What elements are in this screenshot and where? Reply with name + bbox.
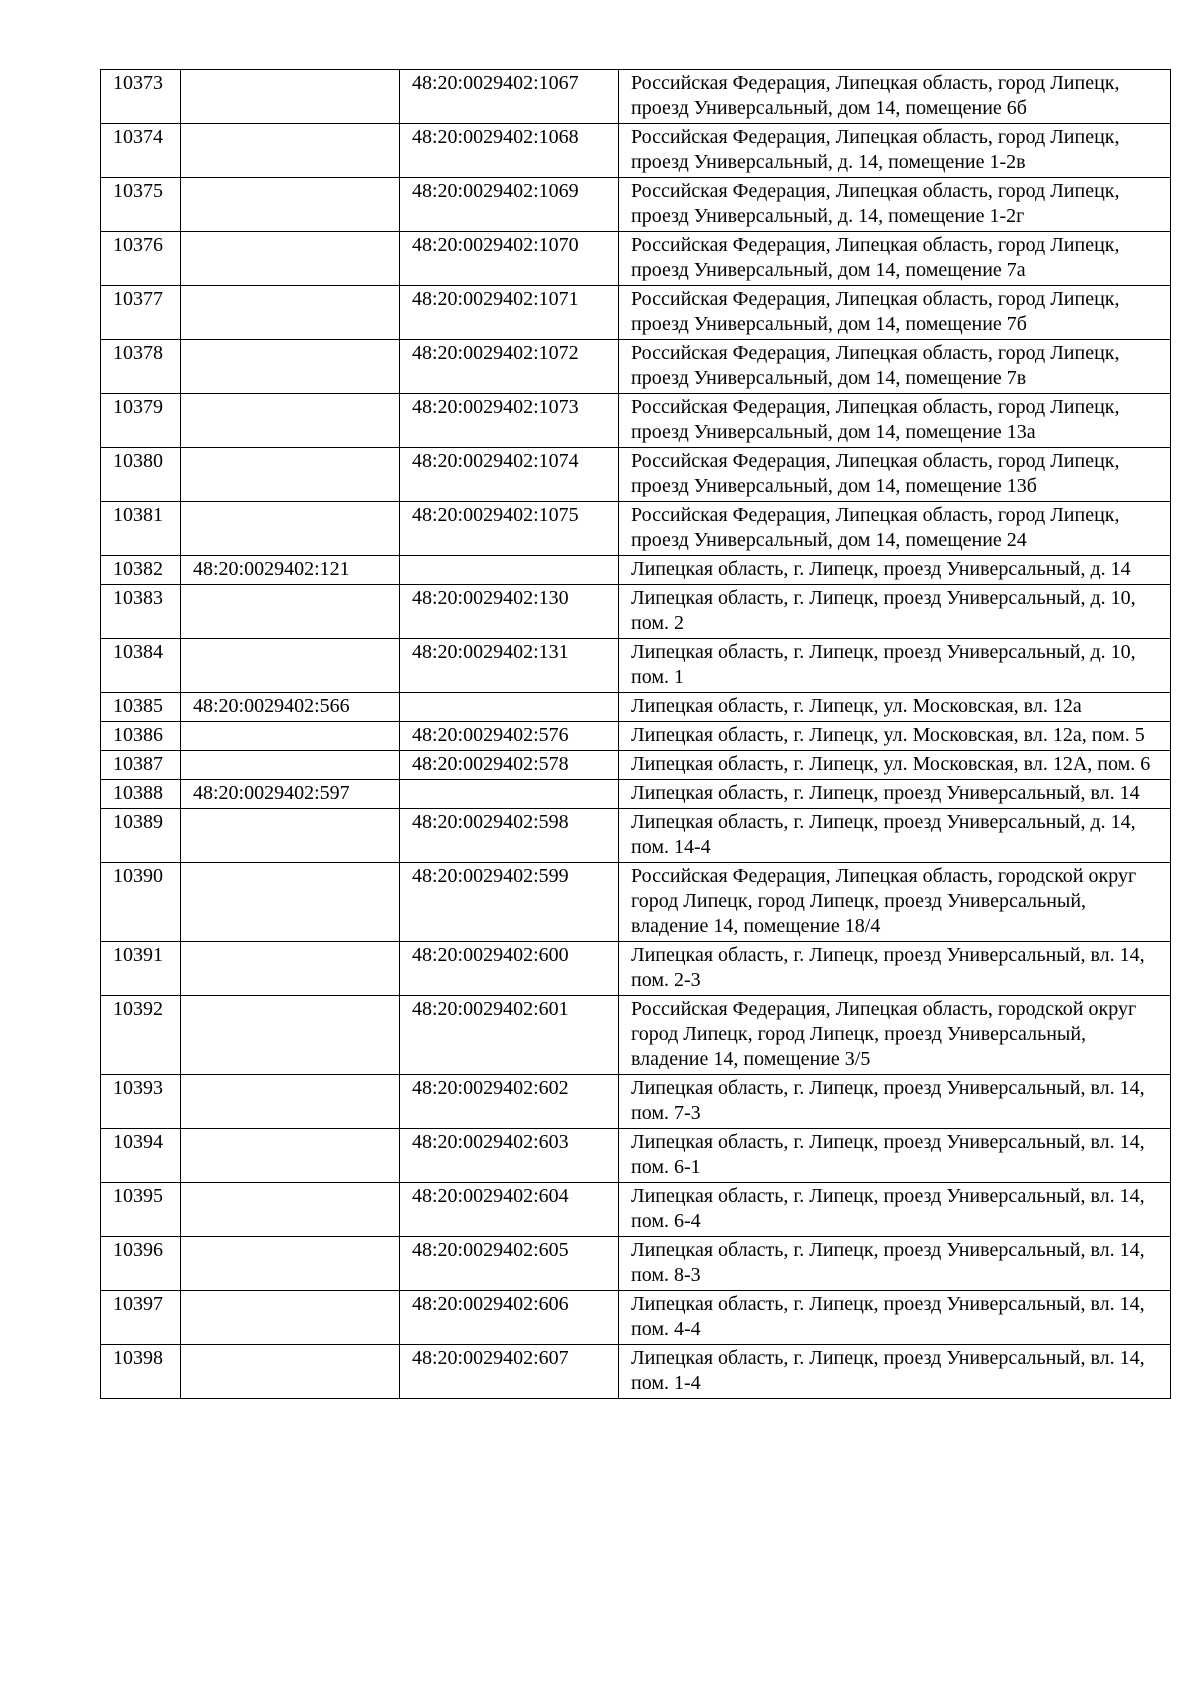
object-number-cell: 48:20:0029402:578	[400, 751, 619, 780]
row-number-cell: 10378	[101, 340, 181, 394]
parcel-number-cell: 48:20:0029402:121	[181, 556, 400, 585]
row-number-cell: 10383	[101, 585, 181, 639]
object-number-cell: 48:20:0029402:599	[400, 863, 619, 942]
parcel-number-cell	[181, 1291, 400, 1345]
table-row	[101, 780, 1171, 809]
parcel-number-cell	[181, 178, 400, 232]
table-row	[101, 996, 1171, 1075]
object-number-cell: 48:20:0029402:1074	[400, 448, 619, 502]
object-number-cell: 48:20:0029402:601	[400, 996, 619, 1075]
address-cell: Липецкая область, г. Липецк, ул. Московская, вл. 12А, пом. 6	[619, 751, 1171, 780]
address-cell: Липецкая область, г. Липецк, проезд Универсальный, д. 10, пом. 2	[619, 585, 1171, 639]
object-number-cell: 48:20:0029402:602	[400, 1075, 619, 1129]
address-cell: Российская Федерация, Липецкая область, город Липецк, проезд Универсальный, дом 14, помещение 7в	[619, 340, 1171, 394]
address-cell: Липецкая область, г. Липецк, проезд Универсальный, д. 10, пом. 1	[619, 639, 1171, 693]
object-number-cell: 48:20:0029402:605	[400, 1237, 619, 1291]
address-cell: Липецкая область, г. Липецк, проезд Универсальный, вл. 14, пом. 4-4	[619, 1291, 1171, 1345]
address-cell: Липецкая область, г. Липецк, проезд Универсальный, вл. 14	[619, 780, 1171, 809]
address-cell: Липецкая область, г. Липецк, проезд Универсальный, вл. 14, пом. 6-4	[619, 1183, 1171, 1237]
row-number-cell: 10395	[101, 1183, 181, 1237]
parcel-number-cell	[181, 502, 400, 556]
address-cell: Липецкая область, г. Липецк, проезд Универсальный, вл. 14, пом. 2-3	[619, 942, 1171, 996]
parcel-number-cell	[181, 1129, 400, 1183]
object-number-cell: 48:20:0029402:604	[400, 1183, 619, 1237]
table-row	[101, 1183, 1171, 1237]
address-cell: Липецкая область, г. Липецк, проезд Универсальный, д. 14	[619, 556, 1171, 585]
row-number-cell: 10394	[101, 1129, 181, 1183]
table-row	[101, 394, 1171, 448]
table-row	[101, 340, 1171, 394]
object-number-cell	[400, 780, 619, 809]
object-number-cell: 48:20:0029402:1070	[400, 232, 619, 286]
cadastral-table	[100, 69, 1171, 1399]
parcel-number-cell	[181, 722, 400, 751]
object-number-cell: 48:20:0029402:1068	[400, 124, 619, 178]
table-row	[101, 751, 1171, 780]
address-cell: Российская Федерация, Липецкая область, город Липецк, проезд Универсальный, дом 14, помещение 6б	[619, 70, 1171, 124]
table-row	[101, 1129, 1171, 1183]
document-page	[100, 69, 1170, 1399]
parcel-number-cell	[181, 996, 400, 1075]
object-number-cell: 48:20:0029402:131	[400, 639, 619, 693]
address-cell: Российская Федерация, Липецкая область, город Липецк, проезд Универсальный, дом 14, помещение 13а	[619, 394, 1171, 448]
object-number-cell: 48:20:0029402:603	[400, 1129, 619, 1183]
table-row	[101, 693, 1171, 722]
object-number-cell: 48:20:0029402:606	[400, 1291, 619, 1345]
row-number-cell: 10391	[101, 942, 181, 996]
address-cell: Российская Федерация, Липецкая область, город Липецк, проезд Универсальный, дом 14, помещение 13б	[619, 448, 1171, 502]
parcel-number-cell	[181, 124, 400, 178]
address-cell: Российская Федерация, Липецкая область, городской округ город Липецк, город Липецк, проезд Универсальный, владение 14, помещение 3/5	[619, 996, 1171, 1075]
parcel-number-cell	[181, 70, 400, 124]
parcel-number-cell: 48:20:0029402:566	[181, 693, 400, 722]
row-number-cell: 10375	[101, 178, 181, 232]
parcel-number-cell	[181, 1183, 400, 1237]
address-cell: Липецкая область, г. Липецк, проезд Универсальный, вл. 14, пом. 8-3	[619, 1237, 1171, 1291]
object-number-cell	[400, 556, 619, 585]
parcel-number-cell	[181, 232, 400, 286]
address-cell: Российская Федерация, Липецкая область, городской округ город Липецк, город Липецк, проезд Универсальный, владение 14, помещение 18/4	[619, 863, 1171, 942]
table-row	[101, 942, 1171, 996]
address-cell: Российская Федерация, Липецкая область, город Липецк, проезд Универсальный, д. 14, помещение 1-2в	[619, 124, 1171, 178]
table-row	[101, 863, 1171, 942]
row-number-cell: 10386	[101, 722, 181, 751]
address-cell: Липецкая область, г. Липецк, проезд Универсальный, вл. 14, пом. 6-1	[619, 1129, 1171, 1183]
row-number-cell: 10393	[101, 1075, 181, 1129]
row-number-cell: 10384	[101, 639, 181, 693]
row-number-cell: 10380	[101, 448, 181, 502]
parcel-number-cell	[181, 286, 400, 340]
table-row	[101, 809, 1171, 863]
row-number-cell: 10373	[101, 70, 181, 124]
row-number-cell: 10379	[101, 394, 181, 448]
object-number-cell: 48:20:0029402:1071	[400, 286, 619, 340]
parcel-number-cell	[181, 1237, 400, 1291]
row-number-cell: 10385	[101, 693, 181, 722]
parcel-number-cell	[181, 942, 400, 996]
parcel-number-cell: 48:20:0029402:597	[181, 780, 400, 809]
parcel-number-cell	[181, 1345, 400, 1399]
address-cell: Российская Федерация, Липецкая область, город Липецк, проезд Универсальный, дом 14, помещение 24	[619, 502, 1171, 556]
address-cell: Российская Федерация, Липецкая область, город Липецк, проезд Универсальный, дом 14, помещение 7б	[619, 286, 1171, 340]
table-row	[101, 1237, 1171, 1291]
table-row	[101, 556, 1171, 585]
table-row	[101, 1075, 1171, 1129]
parcel-number-cell	[181, 1075, 400, 1129]
address-cell: Липецкая область, г. Липецк, проезд Универсальный, вл. 14, пом. 7-3	[619, 1075, 1171, 1129]
row-number-cell: 10390	[101, 863, 181, 942]
table-row	[101, 1345, 1171, 1399]
table-row	[101, 639, 1171, 693]
table-row	[101, 286, 1171, 340]
table-row	[101, 178, 1171, 232]
address-cell: Липецкая область, г. Липецк, проезд Универсальный, вл. 14, пом. 1-4	[619, 1345, 1171, 1399]
row-number-cell: 10382	[101, 556, 181, 585]
address-cell: Российская Федерация, Липецкая область, город Липецк, проезд Универсальный, дом 14, помещение 7а	[619, 232, 1171, 286]
row-number-cell: 10376	[101, 232, 181, 286]
row-number-cell: 10388	[101, 780, 181, 809]
address-cell: Российская Федерация, Липецкая область, город Липецк, проезд Универсальный, д. 14, помещение 1-2г	[619, 178, 1171, 232]
row-number-cell: 10398	[101, 1345, 181, 1399]
address-cell: Липецкая область, г. Липецк, ул. Московская, вл. 12а, пом. 5	[619, 722, 1171, 751]
table-body	[101, 70, 1171, 1399]
parcel-number-cell	[181, 639, 400, 693]
table-row	[101, 448, 1171, 502]
object-number-cell: 48:20:0029402:1072	[400, 340, 619, 394]
table-row	[101, 70, 1171, 124]
parcel-number-cell	[181, 751, 400, 780]
object-number-cell: 48:20:0029402:598	[400, 809, 619, 863]
table-row	[101, 1291, 1171, 1345]
row-number-cell: 10397	[101, 1291, 181, 1345]
row-number-cell: 10396	[101, 1237, 181, 1291]
row-number-cell: 10374	[101, 124, 181, 178]
object-number-cell	[400, 693, 619, 722]
object-number-cell: 48:20:0029402:600	[400, 942, 619, 996]
object-number-cell: 48:20:0029402:607	[400, 1345, 619, 1399]
table-row	[101, 585, 1171, 639]
parcel-number-cell	[181, 340, 400, 394]
row-number-cell: 10381	[101, 502, 181, 556]
object-number-cell: 48:20:0029402:576	[400, 722, 619, 751]
parcel-number-cell	[181, 585, 400, 639]
row-number-cell: 10389	[101, 809, 181, 863]
row-number-cell: 10392	[101, 996, 181, 1075]
parcel-number-cell	[181, 809, 400, 863]
object-number-cell: 48:20:0029402:1075	[400, 502, 619, 556]
parcel-number-cell	[181, 448, 400, 502]
row-number-cell: 10387	[101, 751, 181, 780]
object-number-cell: 48:20:0029402:130	[400, 585, 619, 639]
object-number-cell: 48:20:0029402:1069	[400, 178, 619, 232]
address-cell: Липецкая область, г. Липецк, проезд Универсальный, д. 14, пом. 14-4	[619, 809, 1171, 863]
table-row	[101, 232, 1171, 286]
parcel-number-cell	[181, 394, 400, 448]
row-number-cell: 10377	[101, 286, 181, 340]
address-cell: Липецкая область, г. Липецк, ул. Московская, вл. 12а	[619, 693, 1171, 722]
object-number-cell: 48:20:0029402:1073	[400, 394, 619, 448]
table-row	[101, 502, 1171, 556]
object-number-cell: 48:20:0029402:1067	[400, 70, 619, 124]
table-row	[101, 722, 1171, 751]
parcel-number-cell	[181, 863, 400, 942]
table-row	[101, 124, 1171, 178]
